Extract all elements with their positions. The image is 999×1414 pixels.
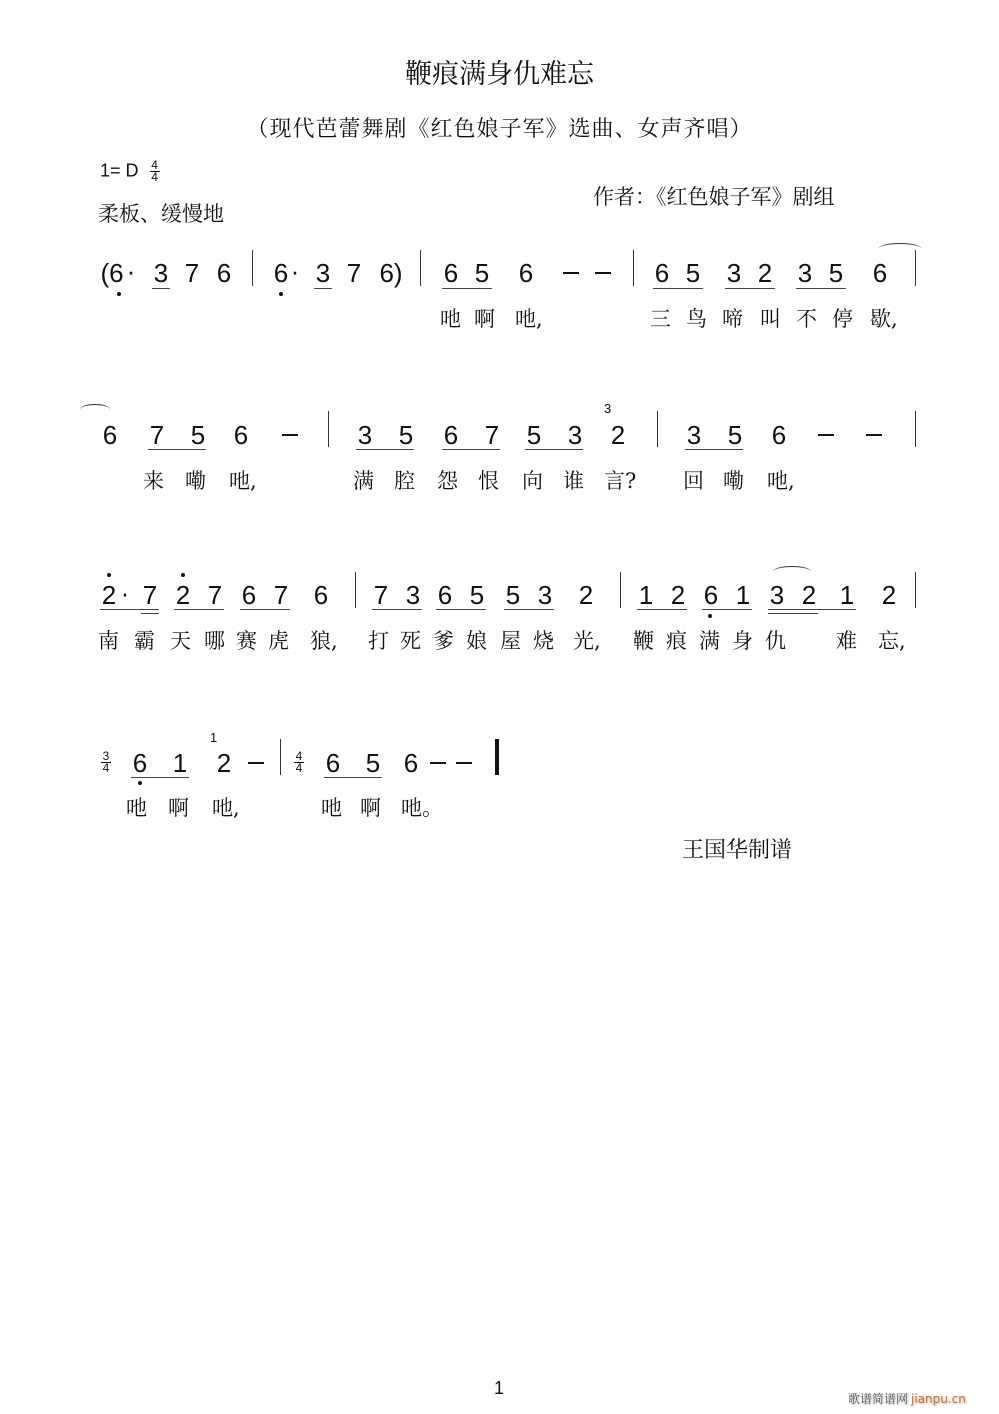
note: 5 [365, 748, 381, 778]
lyric: 哪 [204, 629, 225, 653]
barline [657, 411, 658, 447]
lyric: 烧 [533, 629, 554, 653]
lyric: 吔, [767, 469, 795, 493]
note: 3 [769, 580, 785, 610]
note: 6 [443, 420, 459, 450]
lyric: 南 [98, 629, 119, 653]
low-octave-dot [138, 781, 142, 785]
dash [563, 272, 579, 274]
lyric: 吔。 [401, 796, 443, 820]
barline [915, 572, 916, 608]
lyric: 向 [522, 469, 543, 493]
low-octave-dot [279, 292, 283, 296]
barline [328, 411, 329, 447]
lyric: 吔, [515, 307, 543, 331]
lyric: 满 [353, 469, 374, 493]
barline [420, 250, 421, 286]
note: 3 [315, 258, 331, 288]
high-octave-dot [107, 573, 111, 577]
lyric: 啊 [474, 307, 495, 331]
note: 7 [484, 420, 500, 450]
lyric: 吔, [212, 796, 240, 820]
tie-arc [80, 404, 110, 415]
note: 7 [142, 580, 158, 610]
underline [152, 288, 170, 289]
note: 7 [273, 580, 289, 610]
note: 6 [216, 258, 232, 288]
note: 6 [654, 258, 670, 288]
grace-note: 3 [604, 401, 612, 416]
note: 5 [685, 258, 701, 288]
transcriber-credit: 王国华制谱 [682, 838, 793, 863]
lyric: 满 [699, 629, 720, 653]
note: 1 [839, 580, 855, 610]
underline [372, 609, 422, 610]
lyric: 身 [732, 629, 753, 653]
lyric: 叫 [760, 307, 781, 331]
note: 5 [526, 420, 542, 450]
lyric: 虎 [268, 629, 289, 653]
page-title: 鞭痕满身仇难忘 [405, 59, 594, 90]
barline [280, 739, 281, 775]
subtitle: （现代芭蕾舞剧《红色娘子军》选曲、女声齐唱） [246, 117, 753, 142]
tempo-marking: 柔板、缓慢地 [98, 202, 224, 226]
underline [504, 609, 554, 610]
note: 6 [437, 580, 453, 610]
underline [324, 777, 382, 778]
underline [131, 777, 189, 778]
watermark-url: jianpu.cn [911, 1392, 966, 1406]
underline [314, 288, 332, 289]
lyric: 啊 [360, 796, 381, 820]
underline [653, 288, 703, 289]
note: 7 [184, 258, 200, 288]
underline [100, 609, 159, 610]
dot-extension: · [120, 578, 130, 608]
author-credit: 作者：《红色娘子军》剧组 [593, 185, 835, 209]
note: 3 [686, 420, 702, 450]
lyric: 歇, [870, 307, 898, 331]
barline [355, 572, 356, 608]
key-label: 1= D [100, 160, 139, 181]
dash [248, 762, 264, 764]
watermark [848, 1390, 966, 1407]
lyric: 吔 [321, 796, 342, 820]
dash [595, 272, 611, 274]
slur-arc [773, 566, 811, 577]
lyric: 嘞 [723, 469, 744, 493]
barline [620, 572, 621, 608]
lyric: 三 [650, 307, 671, 331]
lyric: 难 [836, 629, 857, 653]
note: 5 [505, 580, 521, 610]
dot-extension: · [290, 256, 300, 286]
underline [796, 288, 846, 289]
underline [442, 449, 500, 450]
low-octave-dot [708, 614, 712, 618]
lyric: 打 [368, 629, 389, 653]
note: 3 [567, 420, 583, 450]
lyric: 娘 [466, 629, 487, 653]
note: 1 [172, 748, 188, 778]
note: 2 [101, 580, 117, 610]
lyric: 吔, [229, 469, 257, 493]
double-underline [768, 613, 818, 614]
lyric: 狼, [310, 629, 338, 653]
lyric: 不 [796, 307, 817, 331]
lyric: 赛 [236, 629, 257, 653]
note: 6 [313, 580, 329, 610]
note: 6 [403, 748, 419, 778]
lyric: 鸟 [686, 307, 707, 331]
lyric: 啊 [168, 796, 189, 820]
note: 6) [379, 258, 403, 288]
time-sig-bottom: 4 [295, 761, 303, 775]
underline [637, 609, 687, 610]
barline [252, 250, 253, 286]
note: 5 [474, 258, 490, 288]
time-signature-3-4 [101, 751, 111, 774]
time-sig-bottom: 4 [102, 761, 110, 775]
note: 1 [735, 580, 751, 610]
lyric: 啼 [722, 307, 743, 331]
note: 2 [216, 748, 232, 778]
dot-extension: · [126, 256, 136, 286]
dash [818, 434, 834, 436]
note: 6 [102, 420, 118, 450]
note: 3 [797, 258, 813, 288]
note: 7 [373, 580, 389, 610]
note: 2 [175, 580, 191, 610]
dash [282, 434, 298, 436]
underline [240, 609, 290, 610]
note: 1 [638, 580, 654, 610]
lyric: 痕 [666, 629, 687, 653]
lyric: 停 [832, 307, 853, 331]
lyric: 爹 [433, 629, 454, 653]
lyric: 谁 [563, 469, 584, 493]
page-number: 1 [494, 1378, 505, 1398]
watermark-text: 歌谱简谱网 [848, 1392, 909, 1406]
note: 6 [703, 580, 719, 610]
underline [148, 449, 206, 450]
note: (6 [100, 258, 124, 288]
barline [633, 250, 634, 286]
note: 2 [610, 420, 626, 450]
note: 7 [207, 580, 223, 610]
note: 7 [346, 258, 362, 288]
note: 6 [241, 580, 257, 610]
lyric: 霸 [134, 629, 155, 653]
lyric: 鞭 [633, 629, 654, 653]
grace-note: 1 [210, 730, 218, 745]
note: 6 [132, 748, 148, 778]
time-signature [150, 160, 160, 183]
lyric: 腔 [394, 469, 415, 493]
note: 5 [469, 580, 485, 610]
lyric: 来 [143, 469, 164, 493]
note: 3 [726, 258, 742, 288]
note: 2 [578, 580, 594, 610]
double-underline [141, 613, 159, 614]
barline [915, 411, 916, 447]
low-octave-dot [117, 292, 121, 296]
note: 5 [190, 420, 206, 450]
note: 5 [828, 258, 844, 288]
underline [702, 609, 752, 610]
time-sig-top: 4 [151, 158, 158, 172]
underline [442, 288, 492, 289]
note: 6 [872, 258, 888, 288]
lyric: 怨 [437, 469, 458, 493]
dash [456, 762, 472, 764]
time-sig-top: 3 [102, 749, 110, 763]
time-sig-top: 4 [295, 749, 303, 763]
note: 3 [153, 258, 169, 288]
note: 6 [518, 258, 534, 288]
final-barline [495, 739, 499, 775]
lyric: 仇 [765, 629, 786, 653]
lyric: 忘, [878, 629, 906, 653]
underline [436, 609, 486, 610]
underline [525, 449, 583, 450]
note: 5 [727, 420, 743, 450]
note: 6 [443, 258, 459, 288]
lyric: 天 [170, 629, 191, 653]
dash [430, 762, 446, 764]
note: 5 [398, 420, 414, 450]
lyric: 死 [400, 629, 421, 653]
time-signature-4-4 [294, 751, 304, 774]
note: 6 [325, 748, 341, 778]
lyric: 言? [604, 469, 637, 493]
note: 3 [357, 420, 373, 450]
note: 3 [537, 580, 553, 610]
dash [866, 434, 882, 436]
barline [915, 250, 916, 286]
underline [685, 449, 743, 450]
underline [725, 288, 775, 289]
note: 6 [273, 258, 289, 288]
time-sig-bottom: 4 [151, 170, 158, 184]
note: 2 [881, 580, 897, 610]
key-signature [100, 160, 160, 183]
underline [356, 449, 414, 450]
underline [174, 609, 224, 610]
lyric: 吔 [440, 307, 461, 331]
lyric: 回 [683, 469, 704, 493]
note: 2 [670, 580, 686, 610]
lyric: 嘞 [185, 469, 206, 493]
note: 2 [757, 258, 773, 288]
note: 6 [233, 420, 249, 450]
note: 3 [405, 580, 421, 610]
lyric: 恨 [478, 469, 499, 493]
note: 6 [771, 420, 787, 450]
lyric: 光, [573, 629, 601, 653]
high-octave-dot [181, 573, 185, 577]
note: 2 [801, 580, 817, 610]
note: 7 [149, 420, 165, 450]
lyric: 屋 [500, 629, 521, 653]
lyric: 吔 [126, 796, 147, 820]
